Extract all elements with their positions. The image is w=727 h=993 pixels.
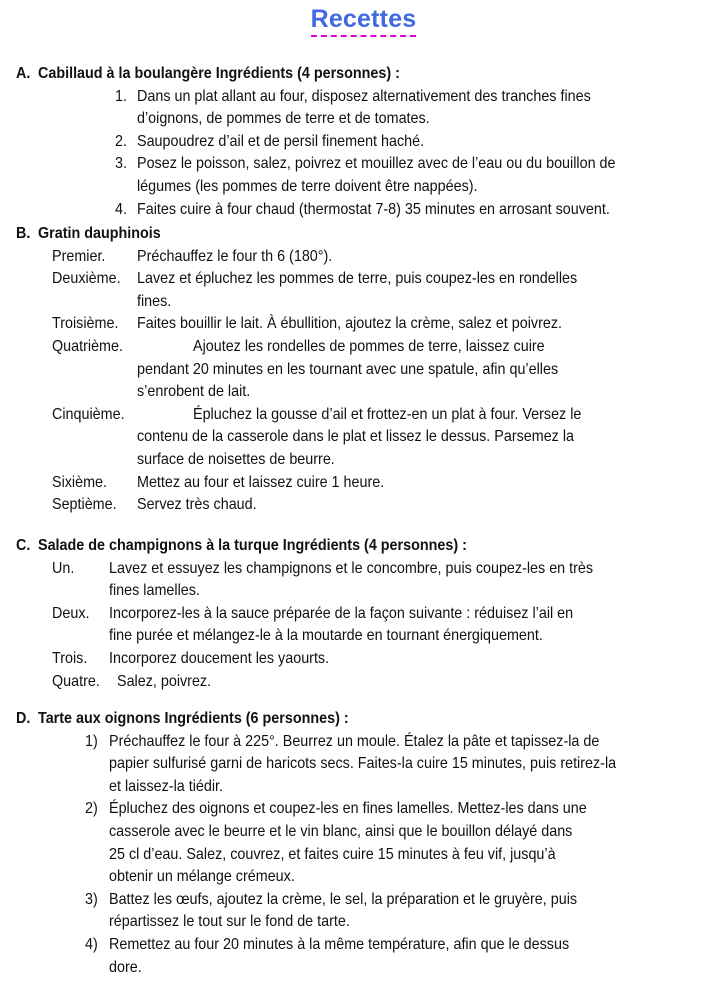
step-text: Lavez et essuyez les champignons et le concombre, puis coupez-les en très [109, 559, 594, 577]
step-text: s’enrobent de lait. [137, 383, 251, 401]
step-label: Un. [52, 559, 75, 577]
step-label: Deuxième. [52, 270, 121, 288]
step-text: Épluchez la gousse d’ail et frottez-en un plat à four. Versez le [193, 405, 582, 423]
step-text: Dans un plat allant au four, disposez alternativement des tranches fines [137, 87, 591, 105]
step-text: Lavez et épluchez les pommes de terre, puis coupez-les en rondelles [137, 270, 578, 288]
step-label: 2. [115, 132, 127, 150]
step-label: 3) [85, 890, 98, 908]
step-label: Troisième. [52, 315, 119, 333]
step-text: Ajoutez les rondelles de pommes de terre, laissez cuire [193, 338, 545, 355]
step-text: Servez très chaud. [137, 496, 257, 514]
step-text: Faites cuire à four chaud (thermostat 7-8) 35 minutes en arrosant souvent. [137, 200, 610, 218]
section-letter: A. [16, 65, 31, 82]
section-letter: C. [16, 537, 31, 554]
step-text: pendant 20 minutes en les tournant avec une spatule, afin qu’elles [137, 360, 559, 378]
step-label: Sixième. [52, 473, 108, 491]
step-text: Posez le poisson, salez, poivrez et mouillez avec de l’eau ou du bouillon de [137, 155, 616, 173]
step-text: Incorporez-les à la sauce préparée de la façon suivante : réduisez l’ail en [109, 604, 574, 622]
step-text: dore. [109, 958, 142, 976]
step-label: Deux. [52, 604, 90, 622]
step-label: 1) [85, 732, 98, 750]
step-text: d’oignons, de pommes de terre et de tomates. [137, 110, 430, 128]
step-label: Cinquième. [52, 405, 125, 423]
step-text: Saupoudrez d’ail et de persil finement haché. [137, 132, 425, 150]
step-text: légumes (les pommes de terre doivent être nappées). [137, 178, 478, 195]
step-text: répartissez le tout sur le fond de tarte. [109, 913, 350, 931]
step-text: Battez les œufs, ajoutez la crème, le sel, la préparation et le gruyère, puis [109, 890, 578, 908]
step-label: 3. [115, 155, 127, 173]
step-label: Quatre. [52, 672, 100, 690]
step-text: Préchauffez le four à 225°. Beurrez un moule. Étalez la pâte et tapissez-la de [109, 732, 600, 750]
step-text: Épluchez des oignons et coupez-les en fines lamelles. Mettez-les dans une [109, 800, 587, 818]
step-text: Salez, poivrez. [117, 672, 212, 690]
section-heading: Salade de champignons à la turque Ingrédients (4 personnes) : [38, 537, 467, 554]
step-label: 1. [115, 87, 127, 105]
step-text: fine purée et mélangez-le à la moutarde en tournant énergiquement. [109, 627, 543, 645]
step-label: Quatrième. [52, 338, 123, 355]
step-text: obtenir un mélange crémeux. [109, 868, 295, 886]
step-text: fines lamelles. [109, 582, 200, 600]
step-text: casserole avec le beurre et le vin blanc, ainsi que le bouillon délayé dans [109, 823, 573, 840]
step-text: Mettez au four et laissez cuire 1 heure. [137, 473, 385, 491]
step-text: Préchauffez le four th 6 (180°). [137, 247, 333, 265]
step-label: Premier. [52, 247, 106, 265]
step-text: papier sulfurisé garni de haricots secs. Faites-la cuire 15 minutes, puis retirez-la [109, 755, 617, 773]
section-heading: Gratin dauphinois [38, 225, 161, 242]
step-label: 4. [115, 200, 127, 218]
step-text: Remettez au four 20 minutes à la même température, afin que le dessus [109, 936, 570, 953]
step-text: Faites bouillir le lait. À ébullition, ajoutez la crème, salez et poivrez. [137, 315, 563, 333]
step-label: 2) [85, 800, 98, 818]
section-heading: Cabillaud à la boulangère Ingrédients (4 personnes) : [38, 65, 400, 82]
step-label: Septième. [52, 496, 117, 514]
title-text: Recettes [311, 4, 417, 37]
step-text: Incorporez doucement les yaourts. [109, 650, 330, 667]
step-label: 4) [85, 936, 98, 953]
section-letter: B. [16, 225, 31, 242]
section-heading: Tarte aux oignons Ingrédients (6 personnes) : [38, 710, 349, 727]
step-text: fines. [137, 292, 172, 310]
step-text: surface de noisettes de beurre. [137, 451, 335, 468]
section-letter: D. [16, 710, 31, 727]
step-text: et laissez-la tiédir. [109, 777, 224, 795]
step-label: Trois. [52, 650, 88, 667]
step-text: contenu de la casserole dans le plat et lissez le dessus. Parsemez la [137, 428, 575, 446]
document-title [0, 4, 727, 37]
step-text: 25 cl d’eau. Salez, couvrez, et faites cuire 15 minutes à feu vif, jusqu’à [109, 845, 556, 863]
